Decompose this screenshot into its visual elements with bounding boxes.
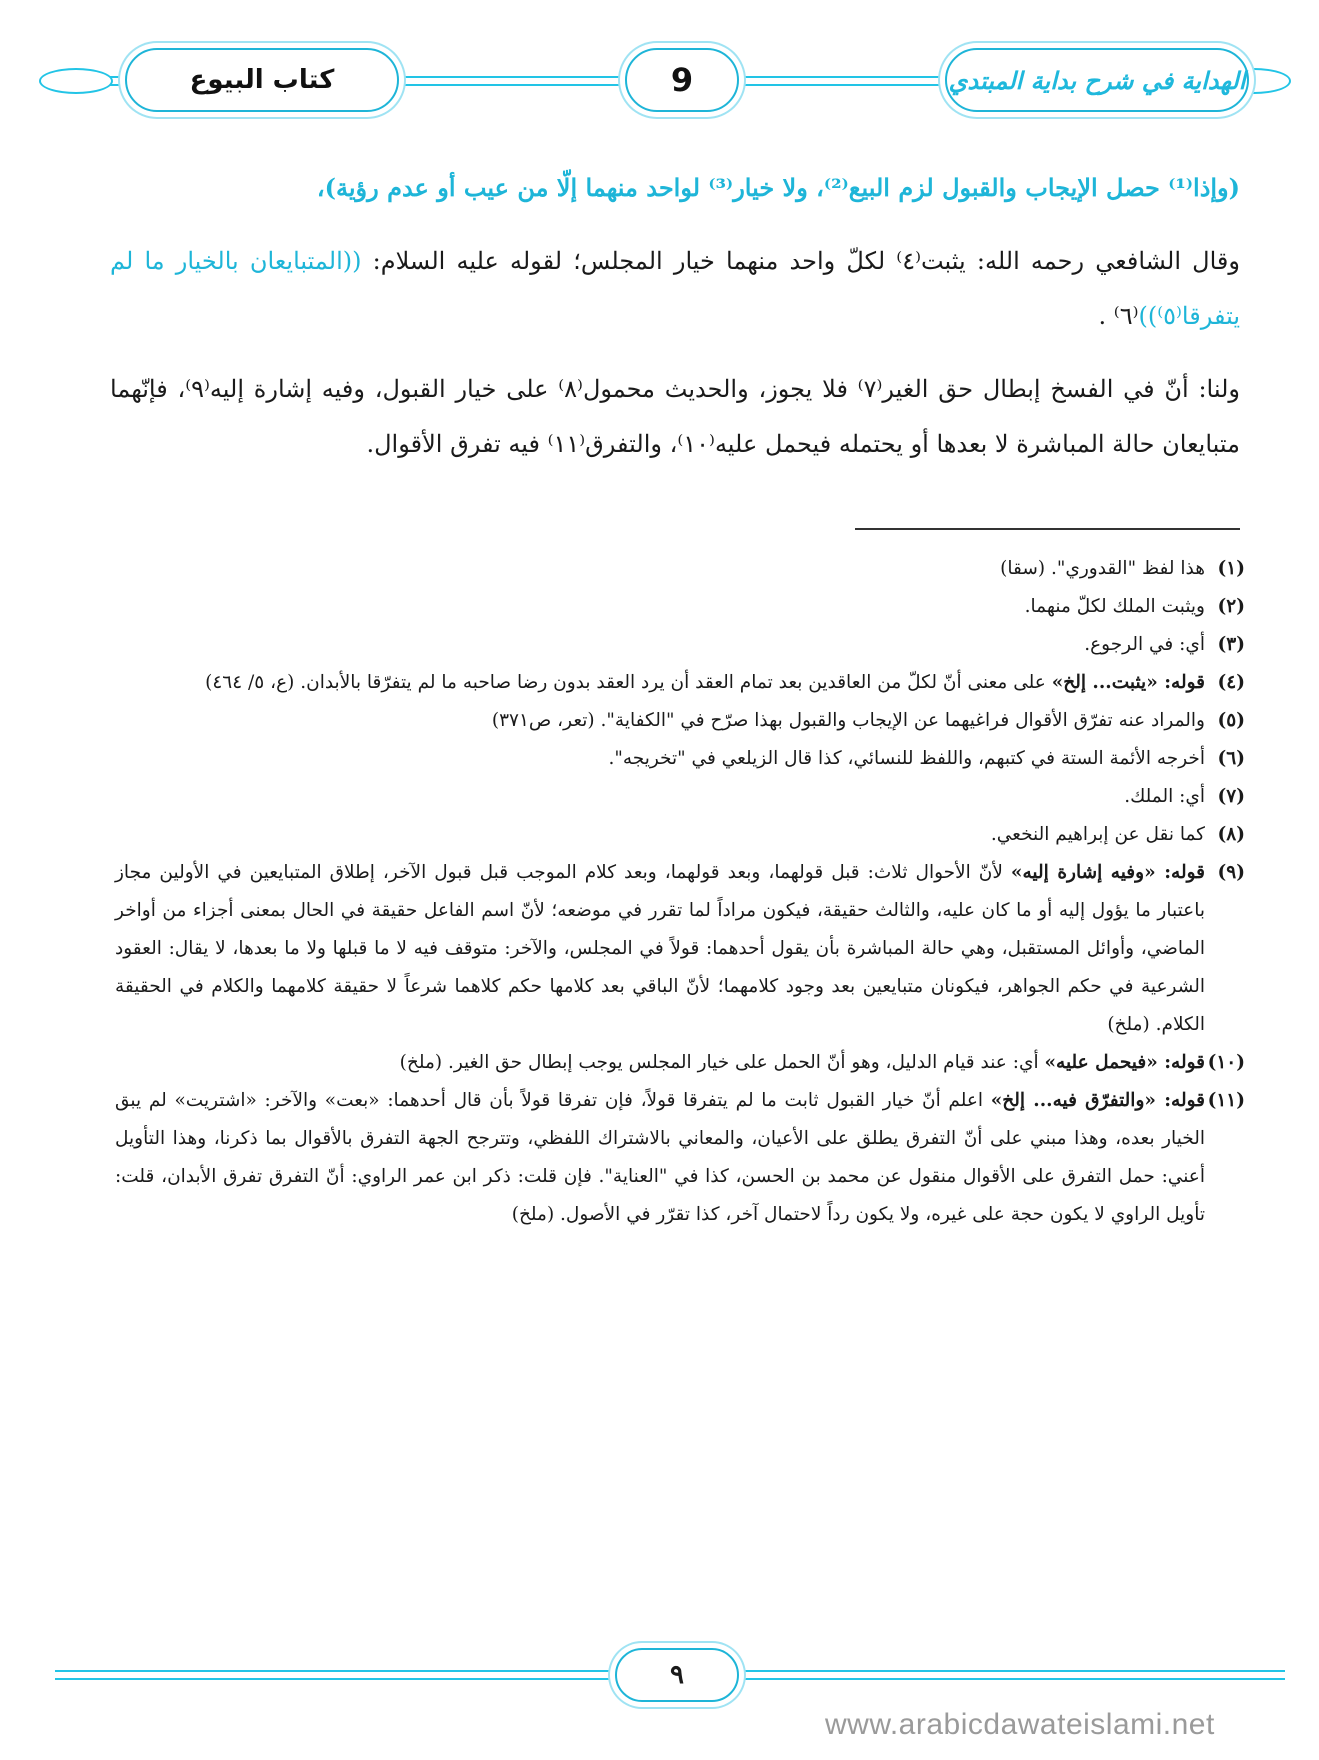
page-header [45,38,1285,122]
footnote-7 [115,778,1245,816]
page-number: 9 [670,61,694,99]
hanafi-argument: ولنا: أنّ في الفسخ إبطال حق الغير⁽٧⁾ فلا يجوز، والحديث محمول⁽٨⁾ على خيار القبول، وفيه إشارة إليه⁽٩⁾، فإنّهما متبايعان حالة المباشرة لا بعدها أو يحتمله فيحمل عليه⁽١٠⁾، والتفرق⁽١١⁾ فيه تفرق الأقوال. [110,375,1241,458]
footnote-text: والمراد عنه تفرّق الأقوال فراغيهما عن الإيجاب والقبول بهذا صرّح في "الكفاية". (تعر، ص٣٧١) [491,710,1205,731]
footnote-number: (٧) [1217,786,1245,807]
footnote-number: (٦) [1217,748,1245,769]
footnote-11 [115,1082,1245,1234]
section-title: كتاب البيوع [189,65,335,95]
footer-page-number-badge [615,1648,739,1702]
footnote-number: (٤) [1217,672,1245,693]
page-footer [55,1645,1285,1705]
footnote-1 [115,550,1245,588]
footnote-lead: قوله: «يثبت... إلخ» [1051,672,1205,693]
main-text [110,160,1240,490]
footnote-text: أي: عند قيام الدليل، وهو أنّ الحمل على خيار المجلس يوجب إبطال حق الغير. (ملخ) [399,1052,1045,1073]
footnote-number: (١٠) [1207,1052,1245,1073]
footnote-9 [115,854,1245,1044]
paragraph-2 [110,234,1240,344]
section-title-badge [125,48,399,112]
paragraph-1 [110,160,1240,216]
footer-page-number: ٩ [670,1660,684,1690]
footnote-number: (١١) [1207,1090,1245,1111]
footnote-2 [115,588,1245,626]
paragraph-3 [110,362,1240,472]
book-title: الهداية في شرح بداية المبتدي [948,65,1246,95]
left-flourish-ornament [39,68,113,94]
footnote-number: (١) [1217,558,1245,579]
footnote-6 [115,740,1245,778]
footnote-text: أي: في الرجوع. [1084,634,1205,655]
footnote-lead: قوله: «والتفرّق فيه... إلخ» [990,1090,1205,1111]
footnotes [115,550,1245,1234]
footnote-number: (٣) [1217,634,1245,655]
matn-text: (وإذا⁽¹⁾ حصل الإيجاب والقبول لزم البيع⁽²⁾، ولا خيار⁽³⁾ لواحد منهما إلّا من عيب أو عدم رؤية)، [316,173,1240,202]
footnote-number: (٩) [1217,862,1245,883]
footnote-text: كما نقل عن إبراهيم النخعي. [990,824,1205,845]
footnote-text: أخرجه الأئمة الستة في كتبهم، واللفظ للنسائي، كذا قال الزيلعي في "تخريجه". [608,748,1205,769]
footnote-number: (٥) [1217,710,1245,731]
footnote-lead: قوله: «فيحمل عليه» [1044,1052,1205,1073]
hadith-quote: ((المتبايعان بالخيار ما لم يتفرقا⁽٥⁾)) [110,247,1240,330]
footnote-text: لأنّ الأحوال ثلاث: قبل قولهما، وبعد قولهما، وبعد كلام الموجب قبل قبول الآخر، إطلاق المتبايعين في الأولين مجاز باعتبار ما يؤول إليه أو ما كان عليه، والثالث حقيقة، فيكون مراداً لما تقرر في موضعه؛ لأنّ اسم الفاعل حقيقة في الحال بمعنى أجزاء من أواخر الماضي، وأوائل المستقبل، وهي حالة المباشرة بأن يقول أحدهما: قولاً في المجلس، والآخر: متوقف فيه لا ما قبلها ولا ما بعدها، لا يقال: العقود الشرعية في حكم الجواهر، فيكونان متبايعين بعد وجود كلامهما؛ لأنّ الباقي بعد كلامها حكم كلاهما شرعاً لا حقيقة كلامهما والكلام في الحقيقة الكلام. (ملخ) [115,862,1205,1035]
footnote-8 [115,816,1245,854]
footnote-number: (٨) [1217,824,1245,845]
footnote-4 [115,664,1245,702]
hadith-footnote-ref: ⁽٦⁾ . [1098,302,1139,330]
footnote-5 [115,702,1245,740]
footnote-text: أي: الملك. [1124,786,1205,807]
footnote-separator [855,528,1240,530]
website-watermark: www.arabicdawateislami.net [825,1708,1215,1741]
footnote-lead: قوله: «وفيه إشارة إليه» [1010,862,1205,883]
footnote-text: اعلم أنّ خيار القبول ثابت ما لم يتفرقا قولاً، فإن تفرقا قولاً بأن قال أحدهما: «بعت» والآخر: «اشتريت» لم يبق الخيار بعده، وهذا مبني على أنّ التفرق يطلق على الأعيان، والمعاني بالاشتراك اللفظي، وتترجح الجهة التفرق بالأقوال بما ذكرنا، وهذا التأويل أعني: حمل التفرق على الأقوال منقول عن محمد بن الحسن، كذا في "العناية". فإن قلت: ذكر ابن عمر الراوي: أنّ التفرق تفرق الأبدان، قلت: تأويل الراوي لا يكون حجة على غيره، ولا يكون رداً لاحتمال آخر، كذا تقرّر في الأصول. (ملخ) [115,1090,1205,1225]
shafii-opinion: وقال الشافعي رحمه الله: يثبت⁽٤⁾ لكلّ واحد منهما خيار المجلس؛ لقوله عليه السلام: [372,247,1240,275]
footnote-number: (٢) [1217,596,1245,617]
footnote-3 [115,626,1245,664]
footnote-text: على معنى أنّ لكلّ من العاقدين بعد تمام العقد أن يرد العقد بدون رضا صاحبه ما لم يتفرّقا بالأبدان. (ع، ٥/ ٤٦٤) [205,672,1052,693]
footnote-text: هذا لفظ "القدوري". (سقا) [1000,558,1205,579]
footnote-text: ويثبت الملك لكلّ منهما. [1024,596,1205,617]
page-number-badge [625,48,739,112]
book-title-badge [945,48,1249,112]
footnote-10 [115,1044,1245,1082]
